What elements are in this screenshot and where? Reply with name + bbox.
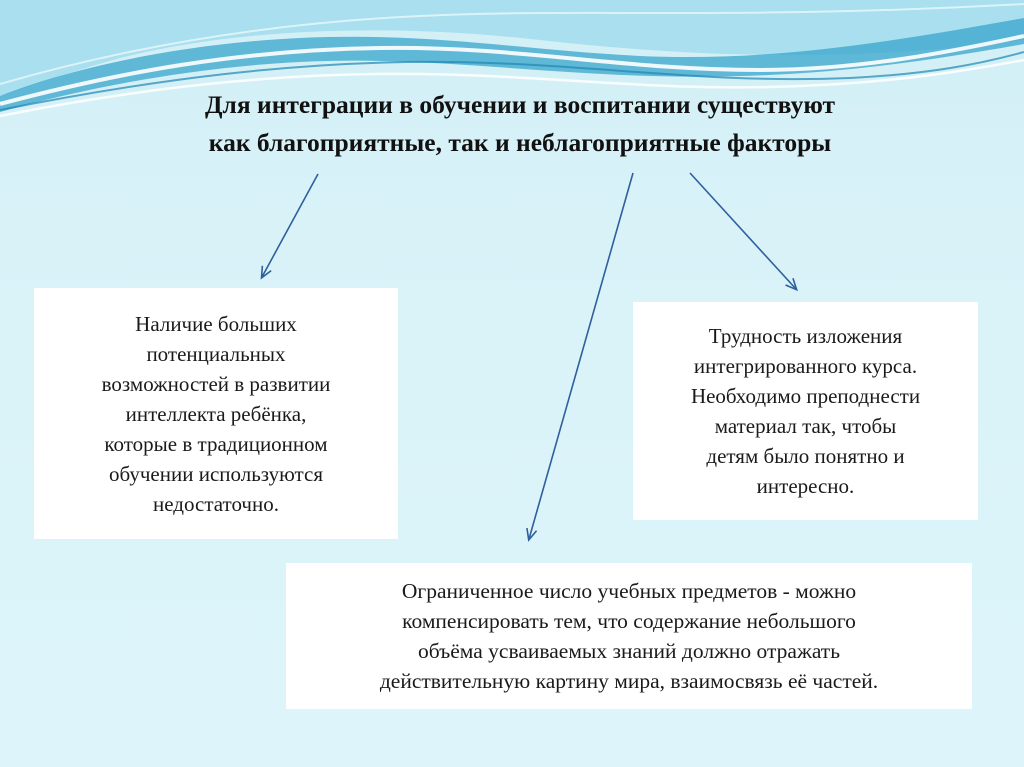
favorable-factor-box [34,288,398,539]
text-line: Трудность изложения [708,324,903,348]
text-line: компенсировать тем, что содержание небольшого [402,609,856,633]
arrow-to-right-box [690,173,796,289]
text-line: объёма усваиваемых знаний должно отражать [417,639,841,663]
text-line: Необходимо преподнести [690,384,921,408]
text-line: Наличие больших [135,311,297,336]
text-line: которые в традиционном [104,431,328,456]
unfavorable-factor-box-course [633,302,978,520]
arrow-to-left-box [262,174,318,277]
unfavorable-factor-subjects-text [380,576,878,696]
text-line: потенциальных [146,341,286,366]
favorable-factor-text [102,309,331,519]
unfavorable-factor-course-text [691,321,920,501]
slide-title-line-1: Для интеграции в обучении и воспитании существуют [204,90,835,119]
text-line: интегрированного курса. [693,354,918,378]
arrow-to-bottom-box [529,173,633,539]
text-line: интеллекта ребёнка, [125,401,307,426]
text-line: интересно. [756,474,855,498]
unfavorable-factor-box-subjects [286,563,972,709]
text-line: действительную картину мира, взаимосвязь её частей. [379,669,879,693]
text-line: возможностей в развитии [101,371,331,396]
text-line: материал так, чтобы [714,414,897,438]
text-line: детям было понятно и [706,444,905,468]
slide-title-line-2: как благоприятные, так и неблагоприятные факторы [208,128,832,157]
text-line: обучении используются [108,461,323,486]
text-line: недостаточно. [153,491,279,516]
text-line: Ограниченное число учебных предметов - можно [401,579,857,603]
